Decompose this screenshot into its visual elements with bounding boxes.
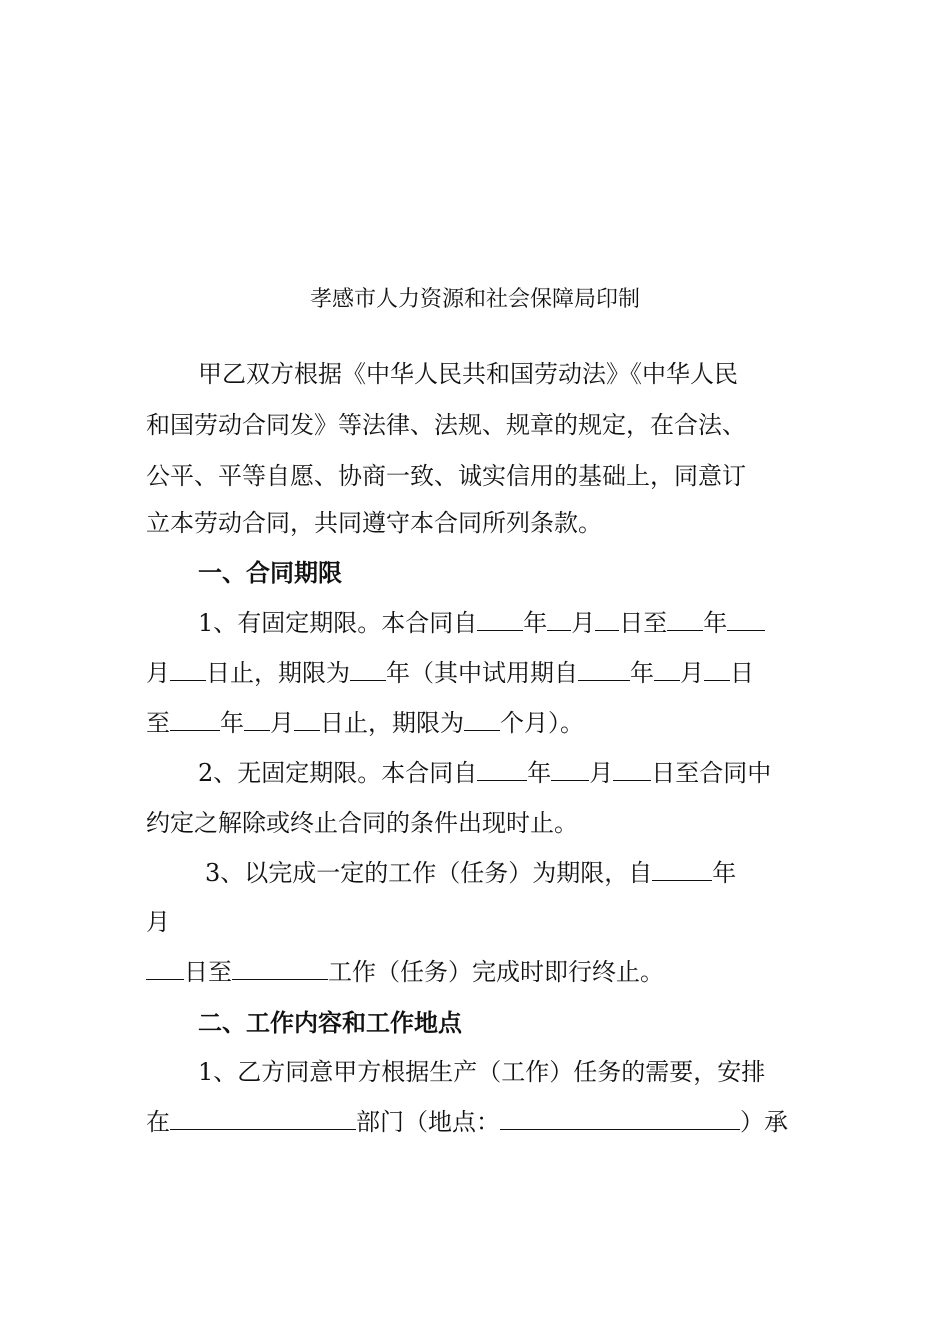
s1-item2-line1 — [198, 758, 771, 788]
preamble-line-2: 和国劳动合同发》等法律、法规、规章的规定，在合法、 — [146, 411, 746, 439]
section-2-title: 二、工作内容和工作地点 — [198, 1009, 462, 1037]
s1-item1-line3 — [146, 708, 584, 738]
text: 年 — [703, 609, 728, 637]
blank-month[interactable] — [547, 608, 571, 631]
blank-year[interactable] — [652, 858, 712, 881]
text: 年 — [630, 659, 654, 687]
text: 在 — [146, 1108, 170, 1136]
text: 日至合同中 — [651, 759, 772, 787]
s2-item1-line1: 1、乙方同意甲方根据生产（工作）任务的需要，安排 — [198, 1058, 766, 1086]
text: 部门（地点： — [356, 1108, 500, 1136]
text: 日止，期限为 — [206, 659, 350, 687]
blank-day[interactable] — [170, 658, 206, 681]
text: 3、以完成一定的工作（任务）为期限，自 — [205, 859, 653, 887]
text: 年 — [527, 759, 552, 787]
text: 2、无固定期限。本合同自 — [198, 759, 478, 787]
text: 日至 — [184, 958, 232, 986]
s1-item1-line1 — [198, 608, 765, 638]
blank-months[interactable] — [464, 708, 500, 731]
blank-month[interactable] — [244, 708, 270, 731]
blank-year[interactable] — [578, 658, 630, 681]
section-1-title: 一、合同期限 — [198, 559, 342, 587]
blank-day[interactable] — [613, 758, 651, 781]
text: 1、有固定期限。本合同自 — [198, 609, 478, 637]
text: 月 — [680, 659, 704, 687]
blank-location[interactable] — [500, 1107, 740, 1130]
text: 月 — [571, 609, 596, 637]
s1-item2-line2: 约定之解除或终止合同的条件出现时止。 — [146, 809, 578, 837]
text: 年（其中试用期自 — [386, 659, 578, 687]
s1-item3-line1 — [205, 858, 736, 888]
s1-item3-line3 — [146, 957, 664, 987]
text: 至 — [146, 709, 170, 737]
text: 年 — [220, 709, 244, 737]
text: ）承 — [740, 1108, 788, 1136]
text: 工作（任务）完成时即行终止。 — [328, 958, 664, 986]
blank-month[interactable] — [727, 608, 765, 631]
blank-day[interactable] — [294, 708, 320, 731]
blank-day[interactable] — [704, 658, 730, 681]
blank-month[interactable] — [551, 758, 589, 781]
issuer-line: 孝感市人力资源和社会保障局印制 — [309, 287, 640, 312]
text: 年 — [712, 859, 737, 887]
text: 月 — [270, 709, 294, 737]
blank-years[interactable] — [350, 658, 386, 681]
text: 日 — [730, 659, 754, 687]
s1-item1-line2 — [146, 658, 754, 688]
blank-year[interactable] — [477, 758, 527, 781]
blank-day[interactable] — [146, 957, 184, 980]
text: 日止，期限为 — [320, 709, 464, 737]
blank-department[interactable] — [170, 1107, 356, 1130]
preamble-line-1: 甲乙双方根据《中华人民共和国劳动法》《中华人民 — [198, 360, 738, 388]
blank-year[interactable] — [477, 608, 523, 631]
blank-year[interactable] — [667, 608, 703, 631]
blank-task[interactable] — [232, 957, 328, 980]
text: 月 — [146, 659, 170, 687]
text: 日至 — [619, 609, 668, 637]
text: 个月）。 — [500, 709, 584, 737]
blank-year[interactable] — [170, 708, 220, 731]
preamble-line-3: 公平、平等自愿、协商一致、诚实信用的基础上，同意订 — [146, 462, 746, 490]
blank-month[interactable] — [654, 658, 680, 681]
s1-item3-line2: 月 — [146, 908, 170, 936]
blank-day[interactable] — [595, 608, 619, 631]
preamble-line-4: 立本劳动合同，共同遵守本合同所列条款。 — [146, 509, 602, 537]
s2-item1-line2 — [146, 1107, 788, 1137]
text: 月 — [589, 759, 614, 787]
text: 年 — [523, 609, 548, 637]
